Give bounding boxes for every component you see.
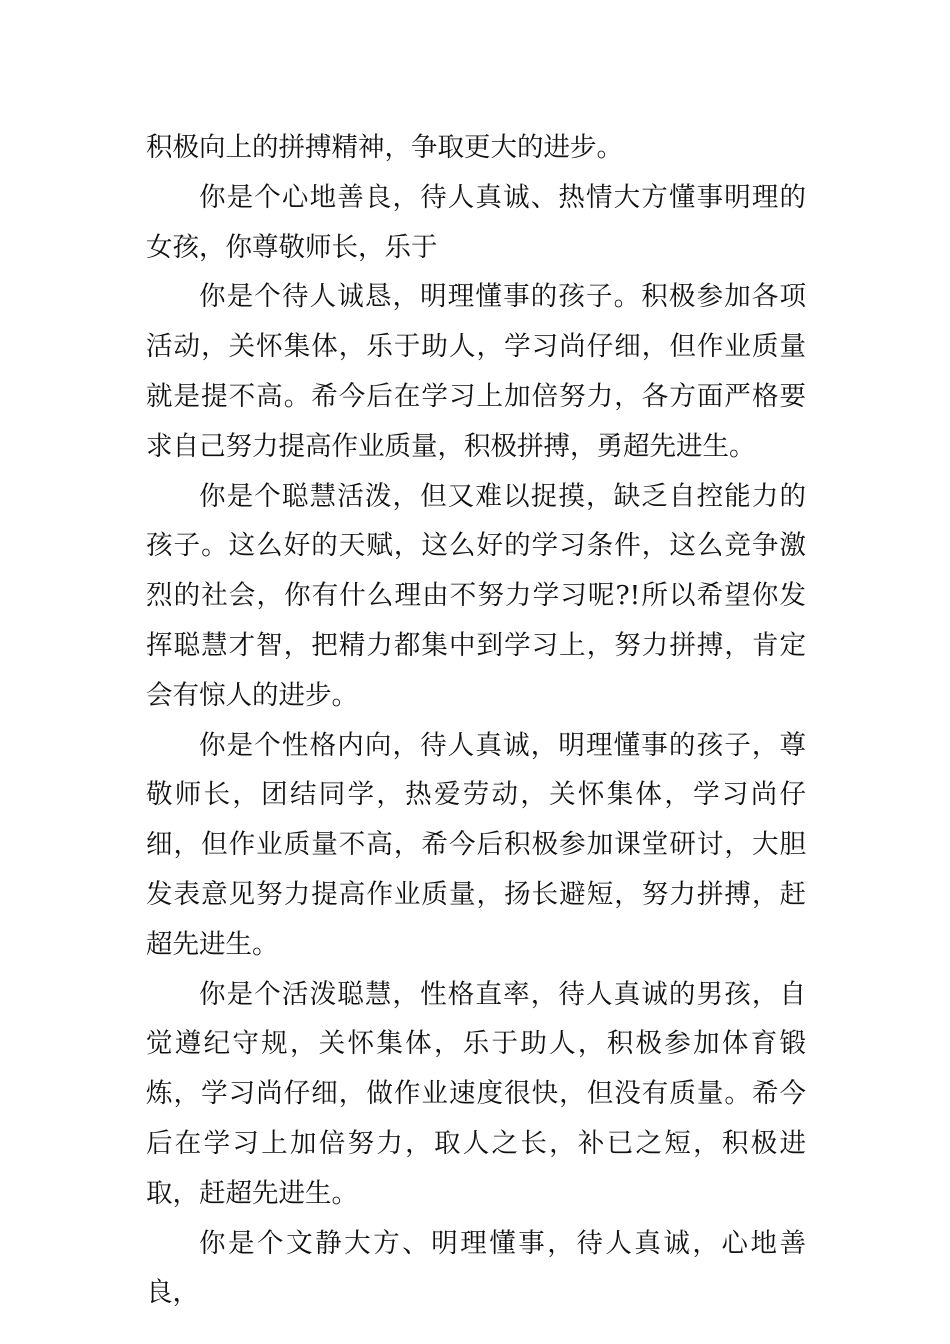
paragraph: 你是个性格内向，待人真诚，明理懂事的孩子，尊敬师长，团结同学，热爱劳动，关怀集体，学习尚仔细，但作业质量不高，希今后积极参加课堂研讨，大胆发表意见努力提高作业质量，扬长避短，努力拼搏，赶超先进生。 — [146, 729, 806, 960]
paragraph: 你是个文静大方、明理懂事，待人真诚，心地善良， — [146, 1227, 806, 1309]
document-body — [146, 123, 806, 1318]
paragraph-continuation: 积极向上的拼搏精神，争取更大的进步。 — [146, 132, 623, 163]
paragraph: 你是个活泼聪慧，性格直率，待人真诚的男孩，自觉遵纪守规，关怀集体，乐于助人，积极参加体育锻炼，学习尚仔细，做作业速度很快，但没有质量。希今后在学习上加倍努力，取人之长，补已之短，积极进取，赶超先进生。 — [146, 978, 806, 1209]
paragraph: 你是个聪慧活泼，但又难以捉摸，缺乏自控能力的孩子。这么好的天赋，这么好的学习条件，这么竞争激烈的社会，你有什么理由不努力学习呢?!所以希望你发挥聪慧才智，把精力都集中到学习上，努力拼搏，肯定会有惊人的进步。 — [146, 480, 806, 711]
paragraph: 你是个待人诚恳，明理懂事的孩子。积极参加各项活动，关怀集体，乐于助人，学习尚仔细，但作业质量就是提不高。希今后在学习上加倍努力，各方面严格要求自己努力提高作业质量，积极拼搏，勇超先进生。 — [146, 281, 806, 462]
paragraph: 你是个心地善良，待人真诚、热情大方懂事明理的女孩，你尊敬师长，乐于 — [146, 181, 806, 263]
